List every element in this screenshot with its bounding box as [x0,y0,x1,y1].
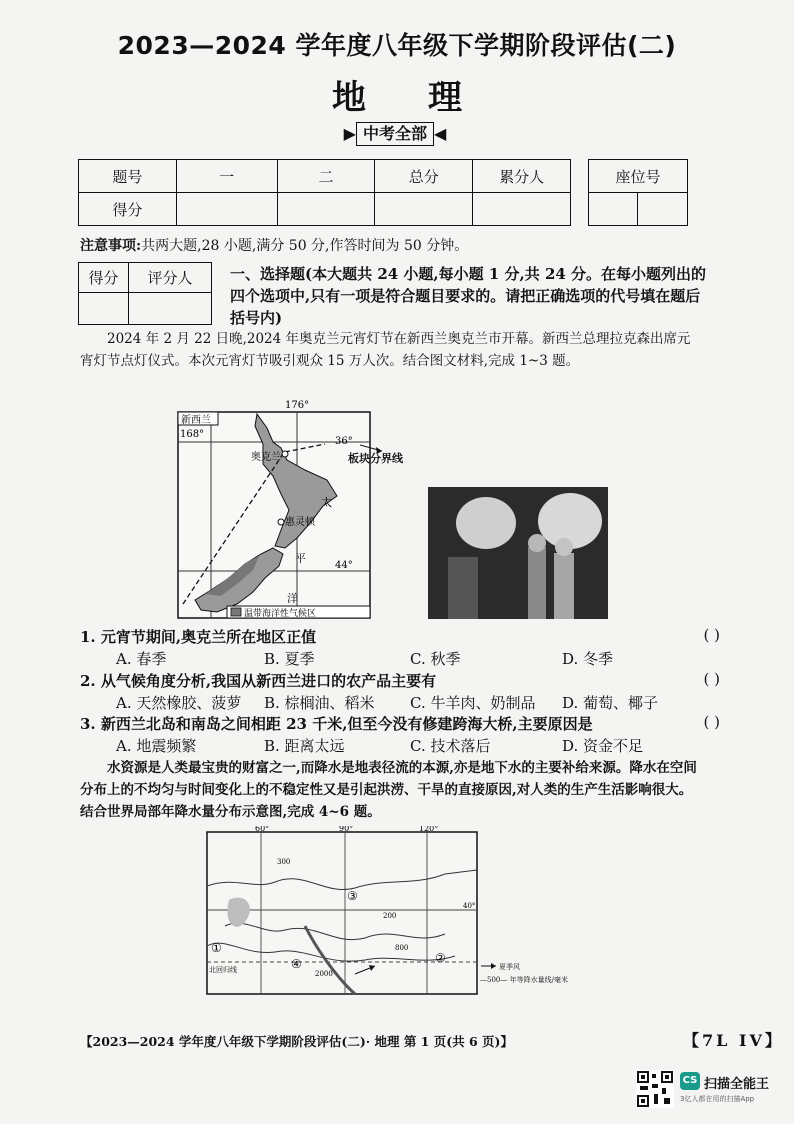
map1-lon-168: 168° [180,429,205,440]
q2-option-c[interactable]: C. 牛羊肉、奶制品 [410,694,536,712]
wellington-marker [278,519,284,525]
map1-lon-176: 176° [285,400,310,411]
q1-option-b[interactable]: B. 夏季 [264,650,315,668]
ocean-label-2: 平 [295,552,306,565]
page-footer: 【2023—2024 学年度八年级下学期阶段评估(二)· 地理 第 1 页(共 6 页)】 [80,1034,513,1049]
question-1 [80,626,720,647]
score-cell-accumulator[interactable] [473,193,571,226]
map2-lon-60: 60° [255,826,270,833]
legend-arrow [480,960,500,972]
foliage-shape [448,557,478,619]
ocean-label-3: 洋 [287,592,298,605]
score-header-accumulator: 累分人 [473,160,571,193]
grader-name-cell[interactable] [128,293,211,325]
score-row-label: 得分 [79,193,177,226]
grader-score-cell[interactable] [79,293,129,325]
question-1-answer-bracket[interactable]: ( ) [703,626,720,644]
map1-title: 新西兰 [181,415,211,426]
map2-legend-monsoon: 夏季风 [499,963,520,971]
q1-option-a[interactable]: A. 春季 [116,650,167,668]
seat-cell-1[interactable] [589,193,638,226]
map1-lat-44: 44° [335,560,353,571]
question-2-answer-bracket[interactable]: ( ) [703,670,720,688]
scanner-logo-icon: CS [680,1072,700,1090]
map1-lat-36: 36° [335,436,353,447]
map2-tropic-label: 北回归线 [209,966,237,974]
score-header-label: 题号 [79,160,177,193]
scanner-app-name: 扫描全能王 [704,1077,770,1092]
question-3-answer-bracket[interactable]: ( ) [703,713,720,731]
section1-title: 一、选择题(本大题共 24 小题,每小题 1 分,共 24 分。在每小题列出的四个选项中,只有一项是符合题目要求的。请把正确选项的代号填在题后括号内) [230,265,707,327]
q3-option-d[interactable]: D. 资金不足 [562,737,644,755]
qr-code-icon [636,1070,674,1108]
question-3 [80,713,720,734]
region-4: ④ [291,957,302,971]
question-3-stem: 3. 新西兰北岛和南岛之间相距 23 千米,但至今没有修建跨海大桥,主要原因是 [80,715,593,733]
contour-800: 800 [395,944,409,952]
q3-option-c[interactable]: C. 技术落后 [410,737,491,755]
map1-legend-text: 温带海洋性气候区 [244,609,317,619]
region-3: ③ [347,889,358,903]
score-header-part2: 二 [277,160,375,193]
score-cell-total[interactable] [375,193,473,226]
contour-200: 200 [383,912,397,920]
precipitation-map [205,826,480,998]
question-1-options [116,648,676,670]
question-1-stem: 1. 元宵节期间,奥克兰所在地区正值 [80,628,317,646]
auckland-label: 奥克兰 [251,452,281,463]
q1-option-c[interactable]: C. 秋季 [410,650,461,668]
lantern-festival-photo [428,487,608,619]
new-zealand-map [177,398,372,620]
q2-option-a[interactable]: A. 天然橡胶、菠萝 [116,694,242,712]
question-2 [80,670,720,691]
score-header-total: 总分 [375,160,473,193]
seat-table [588,159,688,226]
grader-score-label: 得分 [79,263,129,293]
map2-lat-40: 40° [463,902,476,910]
score-header-part1: 一 [176,160,277,193]
wellington-label: 惠灵顿 [285,517,315,528]
exam-scope-tag: ▶ 中考全部 ◀ [330,122,460,146]
q1-option-d[interactable]: D. 冬季 [562,650,614,668]
contour-300: 300 [277,858,291,866]
map2-lon-90: 90° [339,826,354,833]
q2-option-d[interactable]: D. 葡萄、椰子 [562,694,659,712]
map2-lon-120: 120° [419,826,439,833]
person-silhouette-2 [554,553,574,619]
scope-label: 中考全部 [356,122,434,146]
seat-label: 座位号 [589,160,688,193]
person-head-2 [555,538,573,556]
lantern-shape-left [456,497,516,549]
grader-table [78,262,212,325]
auckland-marker [282,451,288,457]
subject-title: 地理 [332,78,524,118]
region-1: ① [211,941,222,955]
ocean-label-1: 太 [321,496,332,509]
map2-legend-isohyet: —500— 年等降水量线/毫米 [480,976,568,984]
score-table [78,159,571,226]
scanner-tagline: 3亿人都在用的扫描App [680,1095,755,1103]
score-cell-part2[interactable] [277,193,375,226]
grader-name-label: 评分人 [128,263,211,293]
plate-boundary-label: 板块分界线 [348,452,403,465]
person-silhouette-1 [528,547,546,619]
question-2-options [116,692,676,714]
exam-title: 2023—2024 学年度八年级下学期阶段评估(二) [117,31,677,60]
passage1: 2024 年 2 月 22 日晚,2024 年奥克兰元宵灯节在新西兰奥克兰市开幕。新西兰总理拉克森出席元宵灯节点灯仪式。本次元宵灯节吸引观众 15 万人次。结合图文材料,完成 1~3 题。 [80,331,691,369]
contour-2000: 2000 [315,970,333,978]
q2-option-b[interactable]: B. 棕榈油、稻米 [264,694,375,712]
notice-label: 注意事项: [80,238,142,254]
footer-code: 【7L IV】 [683,1031,784,1050]
notice [80,235,468,255]
score-cell-part1[interactable] [176,193,277,226]
question-2-stem: 2. 从气候角度分析,我国从新西兰进口的农产品主要有 [80,672,437,690]
notice-text: 共两大题,28 小题,满分 50 分,作答时间为 50 分钟。 [141,238,469,254]
arrow-icon [491,963,496,969]
passage2: 水资源是人类最宝贵的财富之一,而降水是地表径流的本源,亦是地下水的主要补给来源。降水在空间分布上的不均匀与时间变化上的不稳定性又是引起洪涝、干旱的直接原因,对人类的生产生活影响很大。结合世界局部年降水量分布示意图,完成 4~6 题。 [80,760,697,820]
question-3-options [116,735,676,757]
legend-swatch [231,608,241,616]
seat-cell-2[interactable] [638,193,688,226]
q3-option-a[interactable]: A. 地震频繁 [116,737,197,755]
q3-option-b[interactable]: B. 距离太远 [264,737,345,755]
person-head-1 [528,534,546,552]
region-2: ② [435,951,446,965]
